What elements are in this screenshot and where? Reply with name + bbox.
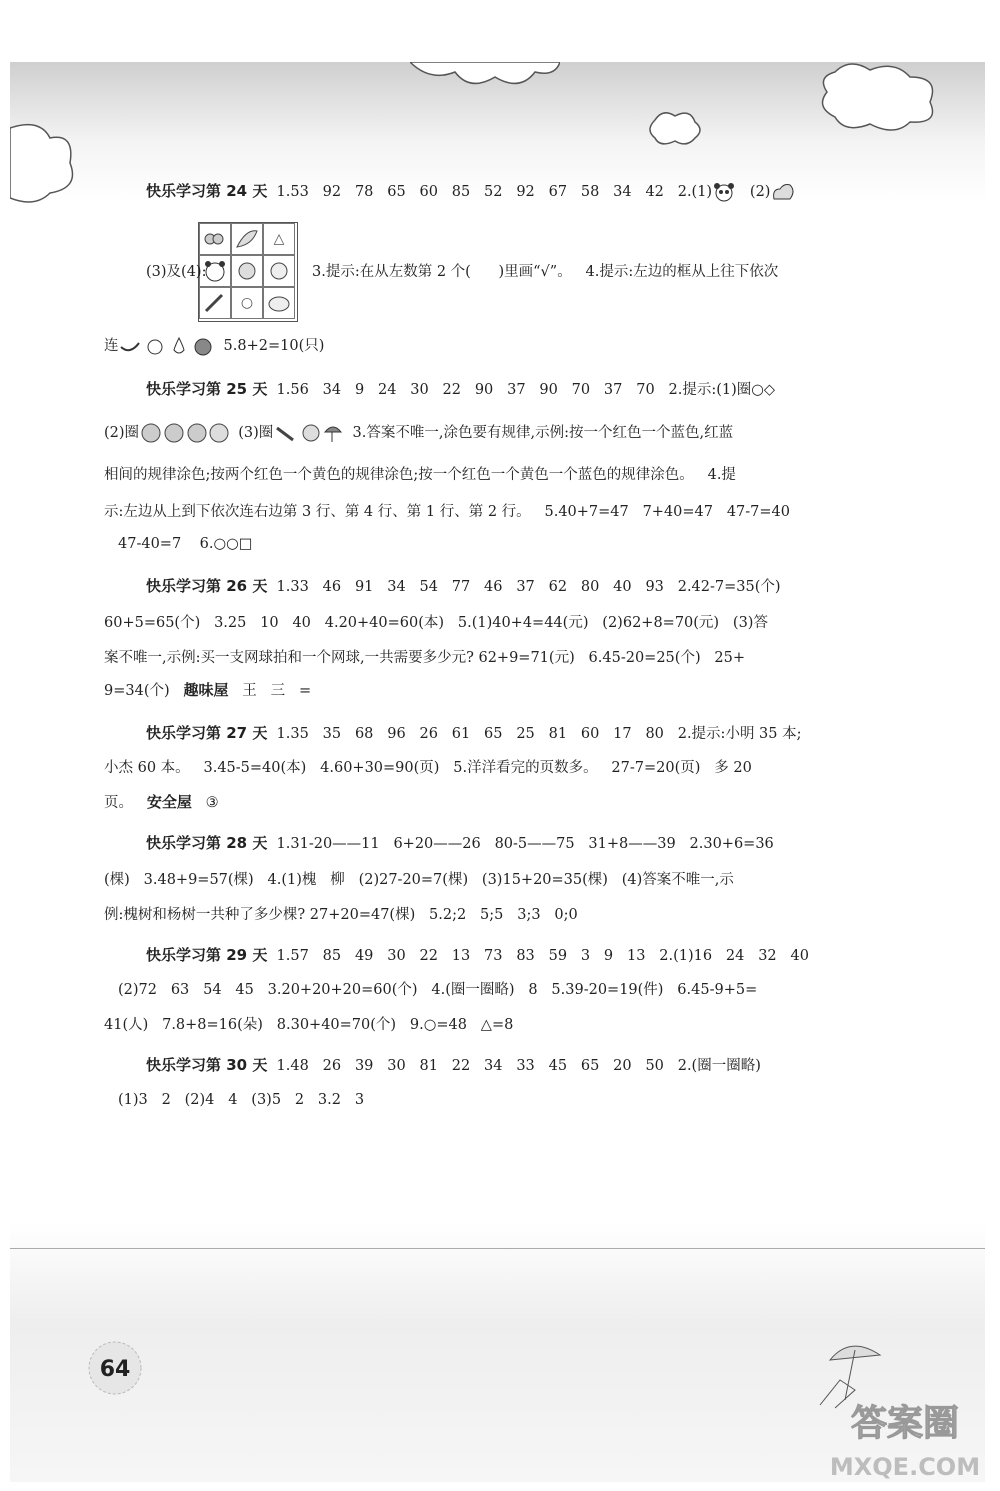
day-25-line-2 <box>104 422 733 444</box>
day-25-line-3: 相间的规律涂色;按两个红色一个黄色的规律涂色;按一个红色一个黄色一个蓝色的规律涂色。 4.提 <box>104 467 736 483</box>
day-24-line-2a: (3)及(4): <box>146 264 207 280</box>
grapes-icon <box>202 227 228 251</box>
day-24-line-3 <box>104 336 324 356</box>
day-28-line-2: (棵) 3.48+9=57(棵) 4.(1)槐 柳 (2)27-20=7(棵) (3)15+20=35(棵) (4)答案不唯一,示 <box>104 872 734 888</box>
day-25-line-5: 47-40=7 6.○○□ <box>118 536 253 552</box>
cloud-small-icon <box>645 108 705 148</box>
day-24-connect-label: 连 <box>104 338 119 354</box>
animal-grid <box>198 222 298 322</box>
day-28-line-3: 例:槐树和杨树一共种了多少棵? 27+20=47(棵) 5.2;2 5;5 3;3 0;0 <box>104 907 578 923</box>
grid-cell-8: ○ <box>231 287 263 319</box>
watermark-logo <box>820 1390 990 1485</box>
day-29-line-2: (2)72 63 54 45 3.20+20+20=60(个) 4.(圈一圈略) 8 5.39-20=19(件) 6.45-9+5= <box>118 982 758 998</box>
watermark-url: MXQE.COM <box>829 1453 981 1481</box>
day-28-answers-1: 1.31-20——11 6+20——26 80-5——75 31+8——39 2.30+6=36 <box>276 836 774 852</box>
day-25-line-4: 示:左边从上到下依次连右边第 3 行、第 4 行、第 1 行、第 2 行。 5.40+7=47 7+40=47 47-7=40 <box>104 504 791 520</box>
day-25-circle-3: (3)圈 <box>229 425 274 441</box>
day-27-answer-5b: 页。 <box>104 795 147 811</box>
sheep-icon <box>266 291 292 315</box>
cloud-top-icon <box>410 62 560 92</box>
squirrel-icon <box>770 181 796 203</box>
grid-cell-5 <box>231 255 263 287</box>
cloud-left-icon <box>10 118 80 208</box>
grid-cell-3: △ <box>263 223 295 255</box>
fun-house-label: 趣味屋 <box>183 681 229 699</box>
day-25-answer-3: 3.答案不唯一,涂色要有规律,示例:按一个红色一个蓝色,红蓝 <box>343 425 734 441</box>
day-26-line-1 <box>146 576 781 597</box>
watermark-text: 答案圈 <box>850 1403 960 1444</box>
safety-house-answer: ③ <box>191 795 219 811</box>
day-29-line-1 <box>146 945 809 966</box>
page-number: 64 <box>99 1357 131 1382</box>
grid-cell-1 <box>199 223 231 255</box>
day-29-line-3: 41(人) 7.8+8=16(朵) 8.30+40=70(个) 9.○=48 △=8 <box>104 1017 514 1033</box>
fun-house-answers: 王 三 = <box>228 683 312 699</box>
grid-cell-7 <box>199 287 231 319</box>
day-30-line-2: (1)3 2 (2)4 4 (3)5 2 3.2 3 <box>118 1092 365 1108</box>
day-27-line-3 <box>104 792 219 813</box>
day-25-line-1 <box>146 379 775 400</box>
peach-icon <box>145 337 165 355</box>
day-24-answers-1b: (2) <box>736 184 771 200</box>
day-25-circle-2: (2)圈 <box>104 425 140 441</box>
day-27-title: 快乐学习第 27 天 <box>146 724 268 742</box>
day-26-line-3: 案不唯一,示例:买一支网球拍和一个网球,一共需要多少元? 62+9=71(元) 6.45-20=25(个) 25+ <box>104 650 746 666</box>
day-26-line-2: 60+5=65(个) 3.25 10 40 4.20+40=60(本) 5.(1)40+4=44(元) (2)62+8=70(元) (3)答 <box>104 615 768 631</box>
day-27-line-2: 小杰 60 本。 3.45-5=40(本) 4.60+30=90(页) 5.洋洋看完的页数多。 27-7=20(页) 多 20 <box>104 760 752 776</box>
day-27-line-1 <box>146 723 802 744</box>
day-26-answer-6b: 9=34(个) <box>104 683 184 699</box>
day-26-title: 快乐学习第 26 天 <box>146 577 268 595</box>
day-30-answers-1: 1.48 26 39 30 81 22 34 33 45 65 20 50 2.(圈一圈略) <box>276 1058 761 1074</box>
pear-icon <box>170 336 188 356</box>
day-24-title: 快乐学习第 24 天 <box>146 182 268 200</box>
grid-cell-6 <box>263 255 295 287</box>
day-28-line-1 <box>146 833 774 854</box>
day-27-answers-1: 1.35 35 68 96 26 61 65 25 81 60 17 80 2.提示:小明 35 本; <box>276 726 802 742</box>
footer-divider <box>10 1248 985 1249</box>
day-24-line-2b: 3.提示:在从左数第 2 个( )里画“√”。 4.提示:左边的框从上往下依次 <box>312 264 779 280</box>
leaf-icon <box>234 227 260 251</box>
safety-house-label: 安全屋 <box>146 793 192 811</box>
day-24-answers-1: 1.53 92 78 65 60 85 52 92 67 58 34 42 2.(1) <box>276 184 713 200</box>
grid-cell-2 <box>231 223 263 255</box>
monkey-icon <box>266 259 292 283</box>
panda-icon <box>712 182 736 202</box>
apple-icon <box>192 336 214 356</box>
day-29-answers-1: 1.57 85 49 30 22 13 73 83 59 3 9 13 2.(1)16 24 32 40 <box>276 948 809 964</box>
radish-icon <box>273 422 343 444</box>
day-30-title: 快乐学习第 30 天 <box>146 1056 268 1074</box>
flower-icon <box>139 422 229 444</box>
day-25-title: 快乐学习第 25 天 <box>146 380 268 398</box>
day-25-answers-1: 1.56 34 9 24 30 22 90 37 90 70 37 70 2.提示:(1)圈○◇ <box>276 382 776 398</box>
grid-cell-9 <box>263 287 295 319</box>
cloud-right-icon <box>815 62 945 132</box>
day-24-line-1 <box>146 181 796 203</box>
day-26-line-4 <box>104 680 311 701</box>
day-24-answer-5: 5.8+2=10(只) <box>214 338 325 354</box>
day-29-title: 快乐学习第 29 天 <box>146 946 268 964</box>
flower-icon <box>234 259 260 283</box>
day-26-answers-1: 1.33 46 91 34 54 77 46 37 62 80 40 93 2.42-7=35(个) <box>276 579 781 595</box>
day-30-line-1 <box>146 1055 761 1076</box>
banana-icon <box>119 337 141 355</box>
page-number-badge <box>80 1338 150 1398</box>
carrot-icon <box>202 291 228 315</box>
day-28-title: 快乐学习第 28 天 <box>146 834 268 852</box>
